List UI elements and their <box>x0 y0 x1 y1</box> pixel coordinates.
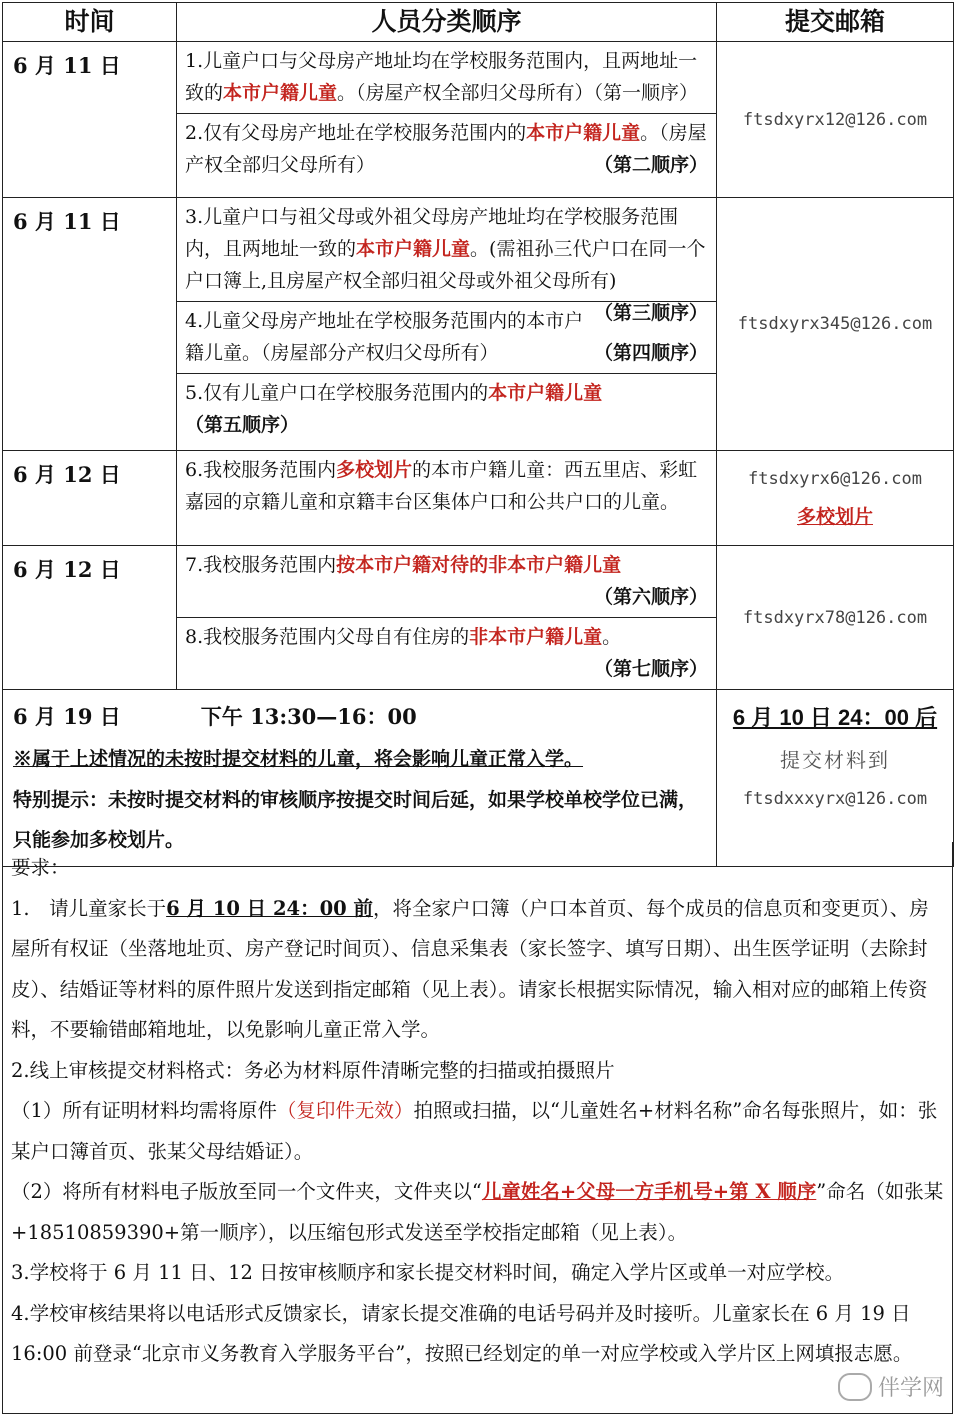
order-item: 7.我校服务范围内按本市户籍对待的非本市户籍儿童 （第六顺序） <box>177 546 716 618</box>
order-item: 4.儿童父母房产地址在学校服务范围内的本市户籍儿童。（房屋部分产权归父母所有） （第四顺序） <box>177 302 716 374</box>
order-item: 8.我校服务范围内父母自有住房的非本市户籍儿童。 （第七顺序） <box>177 618 716 689</box>
order-item: 6.我校服务范围内多校划片的本市户籍儿童：西五里店、彩虹嘉园的京籍儿童和京籍丰台区集体户口和公共户口的儿童。 <box>177 451 717 546</box>
row-date: 6 月 12 日 <box>3 451 177 546</box>
deadline: 6 月 10 日 24：00 后 <box>721 696 949 740</box>
header-order: 人员分类顺序 <box>177 3 717 42</box>
admission-table <box>2 2 954 867</box>
late-time: 下午 13:30—16：00 <box>201 704 417 729</box>
email-note: 多校划片 <box>725 501 945 533</box>
late-note: ※属于上述情况的未按时提交材料的儿童，将会影响儿童正常入学。 <box>13 739 706 780</box>
row-date: 6 月 12 日 <box>3 546 177 690</box>
requirements <box>2 842 953 1414</box>
email-address: ftsdxxxyrx@126.com <box>721 780 949 818</box>
email-address: ftsdxyrx12@126.com <box>717 42 954 198</box>
order-item: 1.儿童户口与父母房产地址均在学校服务范围内，且两地址一致的本市户籍儿童。（房屋产权全部归父母所有）（第一顺序） <box>177 42 716 114</box>
email-address: ftsdxyrx6@126.com <box>725 463 945 495</box>
order-item: 2.仅有父母房产地址在学校服务范围内的本市户籍儿童。（房屋产权全部归父母所有） （第二顺序） <box>177 114 716 185</box>
wechat-icon <box>838 1373 872 1401</box>
req-item: 1. 请儿童家长于6 月 10 日 24：00 前，将全家户口簿（户口本首页、每个成员的信息页和变更页）、房屋所有权证（坐落地址页、房产登记时间页）、信息采集表（家长签字、填写日期）、出生医学证明（去除封皮）、结婚证等材料的原件照片发送到指定邮箱（见上表）。请家长根据实际情况，输入相对应的邮箱上传资料，不要输错邮箱地址，以免影响儿童正常入学。 <box>11 889 946 1051</box>
req-item: （1）所有证明材料均需将原件（复印件无效）拍照或扫描，以“儿童姓名+材料名称”命名每张照片，如：张某户口簿首页、张某父母结婚证）。 <box>11 1091 946 1172</box>
order-item: 3.儿童户口与祖父母或外祖父母房产地址均在学校服务范围内，且两地址一致的本市户籍儿童。(需祖孙三代户口在同一个户口簿上,且房屋产权全部归祖父母或外祖父母所有) （第三顺序） <box>177 198 716 302</box>
watermark: 伴学网 <box>838 1371 944 1402</box>
order-item: 5.仅有儿童户口在学校服务范围内的本市户籍儿童 （第五顺序） <box>177 374 716 445</box>
header-time: 时间 <box>3 3 177 42</box>
req-item: （2）将所有材料电子版放至同一个文件夹，文件夹以“儿童姓名+父母一方手机号+第 X 顺序”命名（如张某+18510859390+第一顺序），以压缩包形式发送至学校指定邮箱（见上表）。 <box>11 1172 946 1253</box>
email-address: ftsdxyrx345@126.com <box>717 198 954 451</box>
req-item: 2.线上审核提交材料格式：务必为材料原件清晰完整的扫描或拍摄照片 <box>11 1051 946 1092</box>
req-item: 4.学校审核结果将以电话形式反馈家长，请家长提交准确的电话号码并及时接听。儿童家长在 6 月 19 日 16:00 前登录“北京市义务教育入学服务平台”，按照已经划定的单一对应学校或入学片区上网填报志愿。 <box>11 1294 946 1375</box>
submit-label: 提交材料到 <box>721 740 949 780</box>
req-item: 3.学校将于 6 月 11 日、12 日按审核顺序和家长提交材料时间，确定入学片区或单一对应学校。 <box>11 1253 946 1294</box>
req-title: 要求： <box>11 848 946 889</box>
late-date: 6 月 19 日 <box>13 704 121 729</box>
row-date: 6 月 11 日 <box>3 42 177 198</box>
header-email: 提交邮箱 <box>717 3 954 42</box>
row-date: 6 月 11 日 <box>3 198 177 451</box>
special-tip: 特别提示：未按时提交材料的审核顺序按提交时间后延，如果学校单校学位已满，只能参加多校划片。 <box>13 780 706 860</box>
email-address: ftsdxyrx78@126.com <box>717 546 954 690</box>
